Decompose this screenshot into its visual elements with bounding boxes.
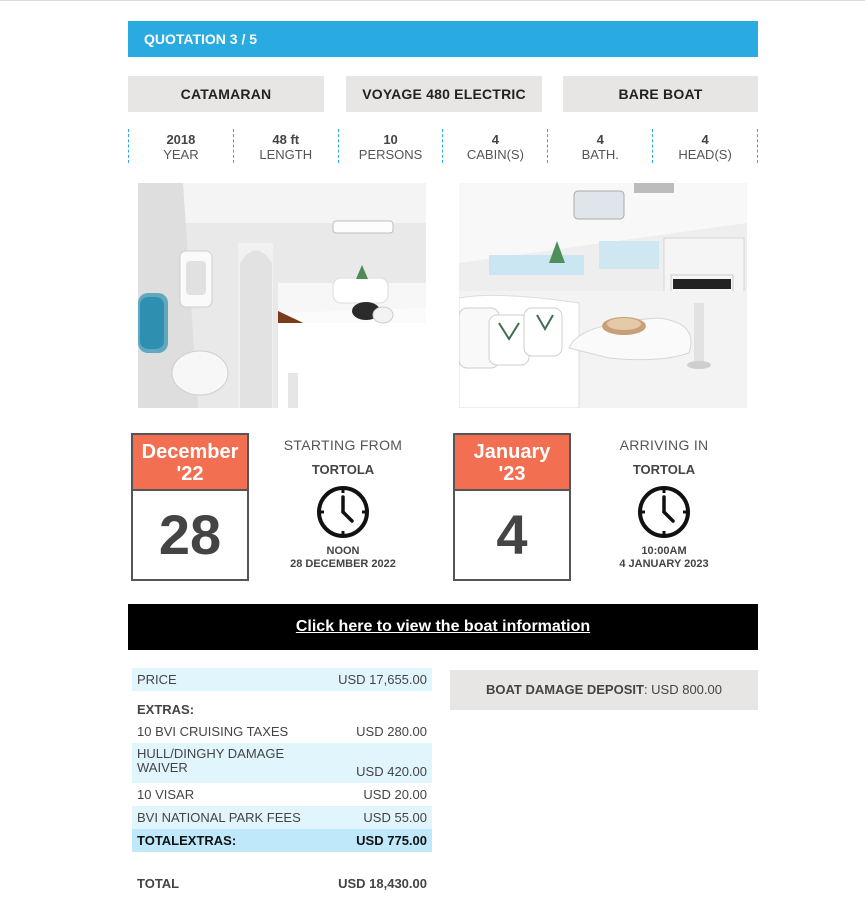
extra-label: HULL/DINGHY DAMAGE WAIVER: [137, 746, 285, 775]
top-divider: [0, 0, 865, 1]
arrival-time: 10:00AM: [641, 545, 687, 557]
departure-month-header: [133, 435, 247, 491]
total-value: USD 18,430.00: [338, 876, 427, 891]
arrival-year: '23: [498, 463, 526, 485]
extra-row: [132, 806, 432, 829]
spec-length: [234, 129, 339, 163]
total-row: [132, 872, 432, 895]
departure-heading: STARTING FROM: [283, 437, 403, 453]
spec-label: HEAD(S): [678, 147, 732, 162]
spec-label: LENGTH: [259, 147, 313, 162]
spec-value: 48 ft: [272, 132, 300, 147]
arrival-calendar: [453, 433, 571, 581]
arrival-heading: ARRIVING IN: [619, 437, 709, 453]
spec-value: 4: [701, 132, 709, 147]
extra-row: [132, 743, 432, 783]
boat-info-banner: [128, 604, 758, 650]
total-extras-label: TOTALEXTRAS:: [137, 833, 237, 848]
arrival-place: TORTOLA: [632, 462, 696, 477]
extras-heading-row: [132, 700, 432, 720]
deposit-label: BOAT DAMAGE DEPOSIT: [486, 682, 644, 697]
departure-date: 28 DECEMBER 2022: [290, 558, 396, 570]
price-label: PRICE: [137, 672, 177, 687]
departure-month: December: [141, 441, 239, 463]
tag-charter-type: BARE BOAT: [563, 76, 758, 112]
spec-value: 4: [491, 132, 500, 147]
spec-label: CABIN(S): [466, 147, 524, 162]
tag-boat-model: VOYAGE 480 ELECTRIC: [346, 76, 542, 112]
price-row: [132, 668, 432, 691]
clock-icon: [315, 484, 371, 540]
quotation-header: QUOTATION 3 / 5: [128, 21, 758, 57]
total-label: TOTAL: [137, 876, 180, 891]
price-table: [132, 668, 432, 895]
spec-cabins: [443, 129, 548, 163]
spec-label: PERSONS: [358, 147, 423, 162]
extra-value: USD 20.00: [363, 787, 427, 802]
departure-calendar: [131, 433, 249, 581]
boat-specs: [128, 129, 758, 163]
departure-time: NOON: [326, 545, 360, 557]
total-extras-value: USD 775.00: [356, 833, 427, 848]
spec-label: BATH.: [581, 147, 619, 162]
arrival-month-header: [455, 435, 569, 491]
spec-baths: [548, 129, 653, 163]
departure-info: [253, 437, 433, 571]
cabin-photo: [138, 183, 426, 408]
total-extras-row: [132, 829, 432, 852]
extras-label: EXTRAS:: [137, 702, 195, 717]
spec-value: 4: [596, 132, 604, 147]
extra-row: [132, 720, 432, 743]
extra-value: USD 55.00: [363, 810, 427, 825]
departure-place: TORTOLA: [311, 462, 375, 477]
spec-heads: [653, 129, 758, 163]
arrival-date: 4 JANUARY 2023: [619, 558, 709, 570]
clock-icon: [636, 484, 692, 540]
arrival-day: 4: [496, 503, 528, 566]
extra-value: USD 280.00: [356, 724, 427, 739]
extra-label: 10 BVI CRUISING TAXES: [137, 724, 289, 739]
arrival-info: [574, 437, 754, 571]
tag-boat-type: CATAMARAN: [128, 76, 324, 112]
spec-persons: [339, 129, 444, 163]
damage-deposit: [450, 670, 758, 710]
extra-label: BVI NATIONAL PARK FEES: [137, 810, 301, 825]
price-value: USD 17,655.00: [338, 672, 427, 687]
deposit-value: : USD 800.00: [643, 682, 722, 697]
boat-info-link[interactable]: Click here to view the boat information: [295, 618, 591, 635]
departure-day: 28: [158, 503, 222, 566]
spec-value: 2018: [166, 132, 196, 147]
arrival-month: January: [473, 441, 551, 463]
extra-row: [132, 783, 432, 806]
extra-value: USD 420.00: [356, 764, 427, 779]
spec-label: YEAR: [163, 147, 199, 162]
spec-value: 10: [383, 132, 398, 147]
saloon-photo: [459, 183, 747, 408]
departure-year: '22: [176, 463, 204, 485]
spec-year: [129, 129, 234, 163]
extra-label: 10 VISAR: [137, 787, 195, 802]
